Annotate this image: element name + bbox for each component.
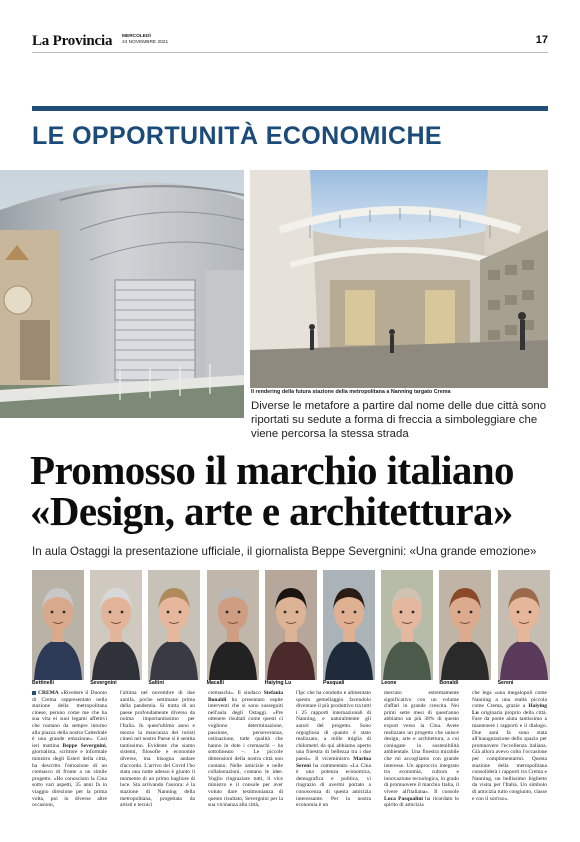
portrait-photo (497, 570, 550, 686)
portrait-name: Pasquali (323, 680, 345, 686)
article-body (32, 690, 548, 830)
portrait-photo (264, 570, 317, 686)
section-label: LE OPPORTUNITÀ ECONOMICHE (32, 122, 443, 150)
header-rule (32, 52, 548, 53)
article-column (472, 690, 547, 802)
portrait-name: Haiying Lu (264, 680, 292, 686)
article-column (296, 690, 371, 809)
headline (30, 447, 560, 534)
column-text: che lega «una megalopoli come Nanning a una realtà piccola come Crema, grazie a Haiying Lu originaria proprio della città. Fare da ponte aiuta tantissimo a mantenere i rapporti e il dialogo. Due anni fa sono stata all'inaugurazione dello spazio per promuovere l'eccellenza italiana. Già allora avevo colto l'occasione per complimentarmi. Questa stazione della metropolitana consoliderà i rapporti tra Crema e Nanning, un bellissimo biglietto da visita per l'Italia. Un simbolo di amicizia tutto congiunto, classe e con il sorriso». (472, 690, 547, 802)
article-column (384, 690, 459, 809)
column-text: cremaschi». Il sindaco Stefania Bonaldi ha presentato ospite interventi che si sono susseguiti nell'aula degli Ostaggi. «Pre ottenere risultati come questi ci vogliono determinazione, passione, perseveranza, ostinazione, tutte qualità che hanno in dote i cremaschi – ha sottolineato –. Le piccole dimensioni della nostra città non contano. Nelle amicizie e nelle collaborazioni, contano le idee. Voglio ringraziare tutti, il vice ministro e il console per aver voluto dare testimonianza di questo risultato, Severgnini per la sua vicinanza alla città, (208, 690, 283, 809)
page-number: 17 (535, 34, 548, 46)
masthead (32, 30, 548, 52)
headline-line-1: Promosso il marchio italiano (30, 447, 514, 493)
portrait-photo (381, 570, 433, 686)
station-interior-photo (250, 170, 548, 388)
dateline: CREMA (38, 690, 61, 696)
portrait-photo (90, 570, 142, 686)
portrait-name: Sereni (497, 680, 514, 686)
secondary-subtitle: Diverse le metafore a partire dal nome delle due città sono riportati su sedute a forma di freccia a simboleggiare che viene percorsa la stessa strada (251, 400, 547, 440)
station-exterior-photo (0, 170, 244, 418)
issue-date (122, 34, 168, 45)
portrait-name: Leone (381, 680, 397, 686)
portrait-photo (323, 570, 375, 686)
column-text: «Rivedere il Duomo di Crema rappresentato nella stazione della metropolitana cinese, peruno come me che ha sua vita ei suoi legami affettivi che ruotano da sempre intorno alla piazza della nostra Cattedrale è una grande emozione». Così ieri mattina Beppe Severgnini, giornalista, scrittore e informale ministro degli Esteri della città, ha descritto l'emozione di un cremasco di fronte a un simile progetto. «Ho conosciuto la Cina sotto vari aspetti, 35 anni fa in viaggio direzione per la prima volta, poi in diverse altre occasioni, (32, 690, 108, 809)
portrait-name: Severgnini (90, 680, 117, 686)
portrait-strip (32, 570, 548, 686)
column-text: mercato estremamente significativo con un volume d'affari in grande crescita. Nei primi sette mesi di quest'anno abbiamo un più 38% di questo export verso la Cina. Avete realizzato un progetto che unisce design, arte e architettura, a cui coniugate la sostenibilità ambientale. Una finestra mirabile che mi accogliamo con grande interesse. Un approccio integrato tra economia, cultura e innovazione tecnologica, in grado di promuovere il marchio Italia, il vivere all'italiana». Il console Luca Pasqualini ha ricordato lo spirito di amicizia (384, 690, 459, 809)
portrait-photo (206, 570, 259, 686)
photo-caption: Il rendering della futura stazione della metropolitana a Nanning targato Crema (251, 389, 451, 395)
newspaper-logo: La Provincia (32, 33, 113, 49)
issue-date-text: 24 NOVEMBRE 2021 (122, 39, 169, 45)
article-column (120, 690, 195, 809)
column-text: l'Ipc che ha condotto e alimentato questo gemellaggio facendolo diventare il più produttivo tra tutti i 25 rapporti internazionali di Nanning, e naturalmente gli autori del progetto. Sono orgogliosa di quanto è stato realizzato, a mille miglia di chilometri da qui abbiamo aperto una finestra di bellezza tra i due paesi». Il viceministro Marina Sereni ha commentato «La Cina è una potenza economica, demografica e politica, vi ringrazio di avermi portato a conoscenza di questa amicizia interessante. Per la nostra economia è un (296, 690, 371, 809)
portrait-name: Bonaldi (439, 680, 459, 686)
issue-weekday: MERCOLEDÌ (122, 34, 151, 39)
portrait-photo (439, 570, 491, 686)
portrait-name: Saltini (148, 680, 164, 686)
article-column (208, 690, 283, 809)
main-subtitle: In aula Ostaggi la presentazione ufficiale, il giornalista Beppe Severgnini: «Una grande emozione» (32, 545, 537, 558)
headline-line-2: «Design, arte e architettura» (30, 488, 513, 534)
portrait-photo (148, 570, 200, 686)
column-text: l'ultima nel novembre di due annifa, poche settimane prima della pandemia. Si tratta di un paese profondamente diverso da noima importantissimo per l'Italia. In quest'ultimo anno e mezzo la mancanza dei turisti cinesi nel nostro Paese si è sentita tantissimo. Evidente che siamo sistemi, filosofie e economie diverse, ma bisogna andare d'accordo. L'arrivo del Covid l'ho stata una notte adesso è giunto il momento di un primo bagliore di luce. Sta arrivando l'aurora: è la stazione di Nanning della metropolitana, progettata da artisti e tecnici (120, 690, 195, 809)
article-column (32, 690, 107, 809)
portrait-name: Bettinelli (32, 680, 54, 686)
portrait-photo (32, 570, 84, 686)
portrait-name: Macalli (206, 680, 224, 686)
section-color-bar (32, 106, 548, 111)
lead-square-icon (32, 691, 36, 695)
